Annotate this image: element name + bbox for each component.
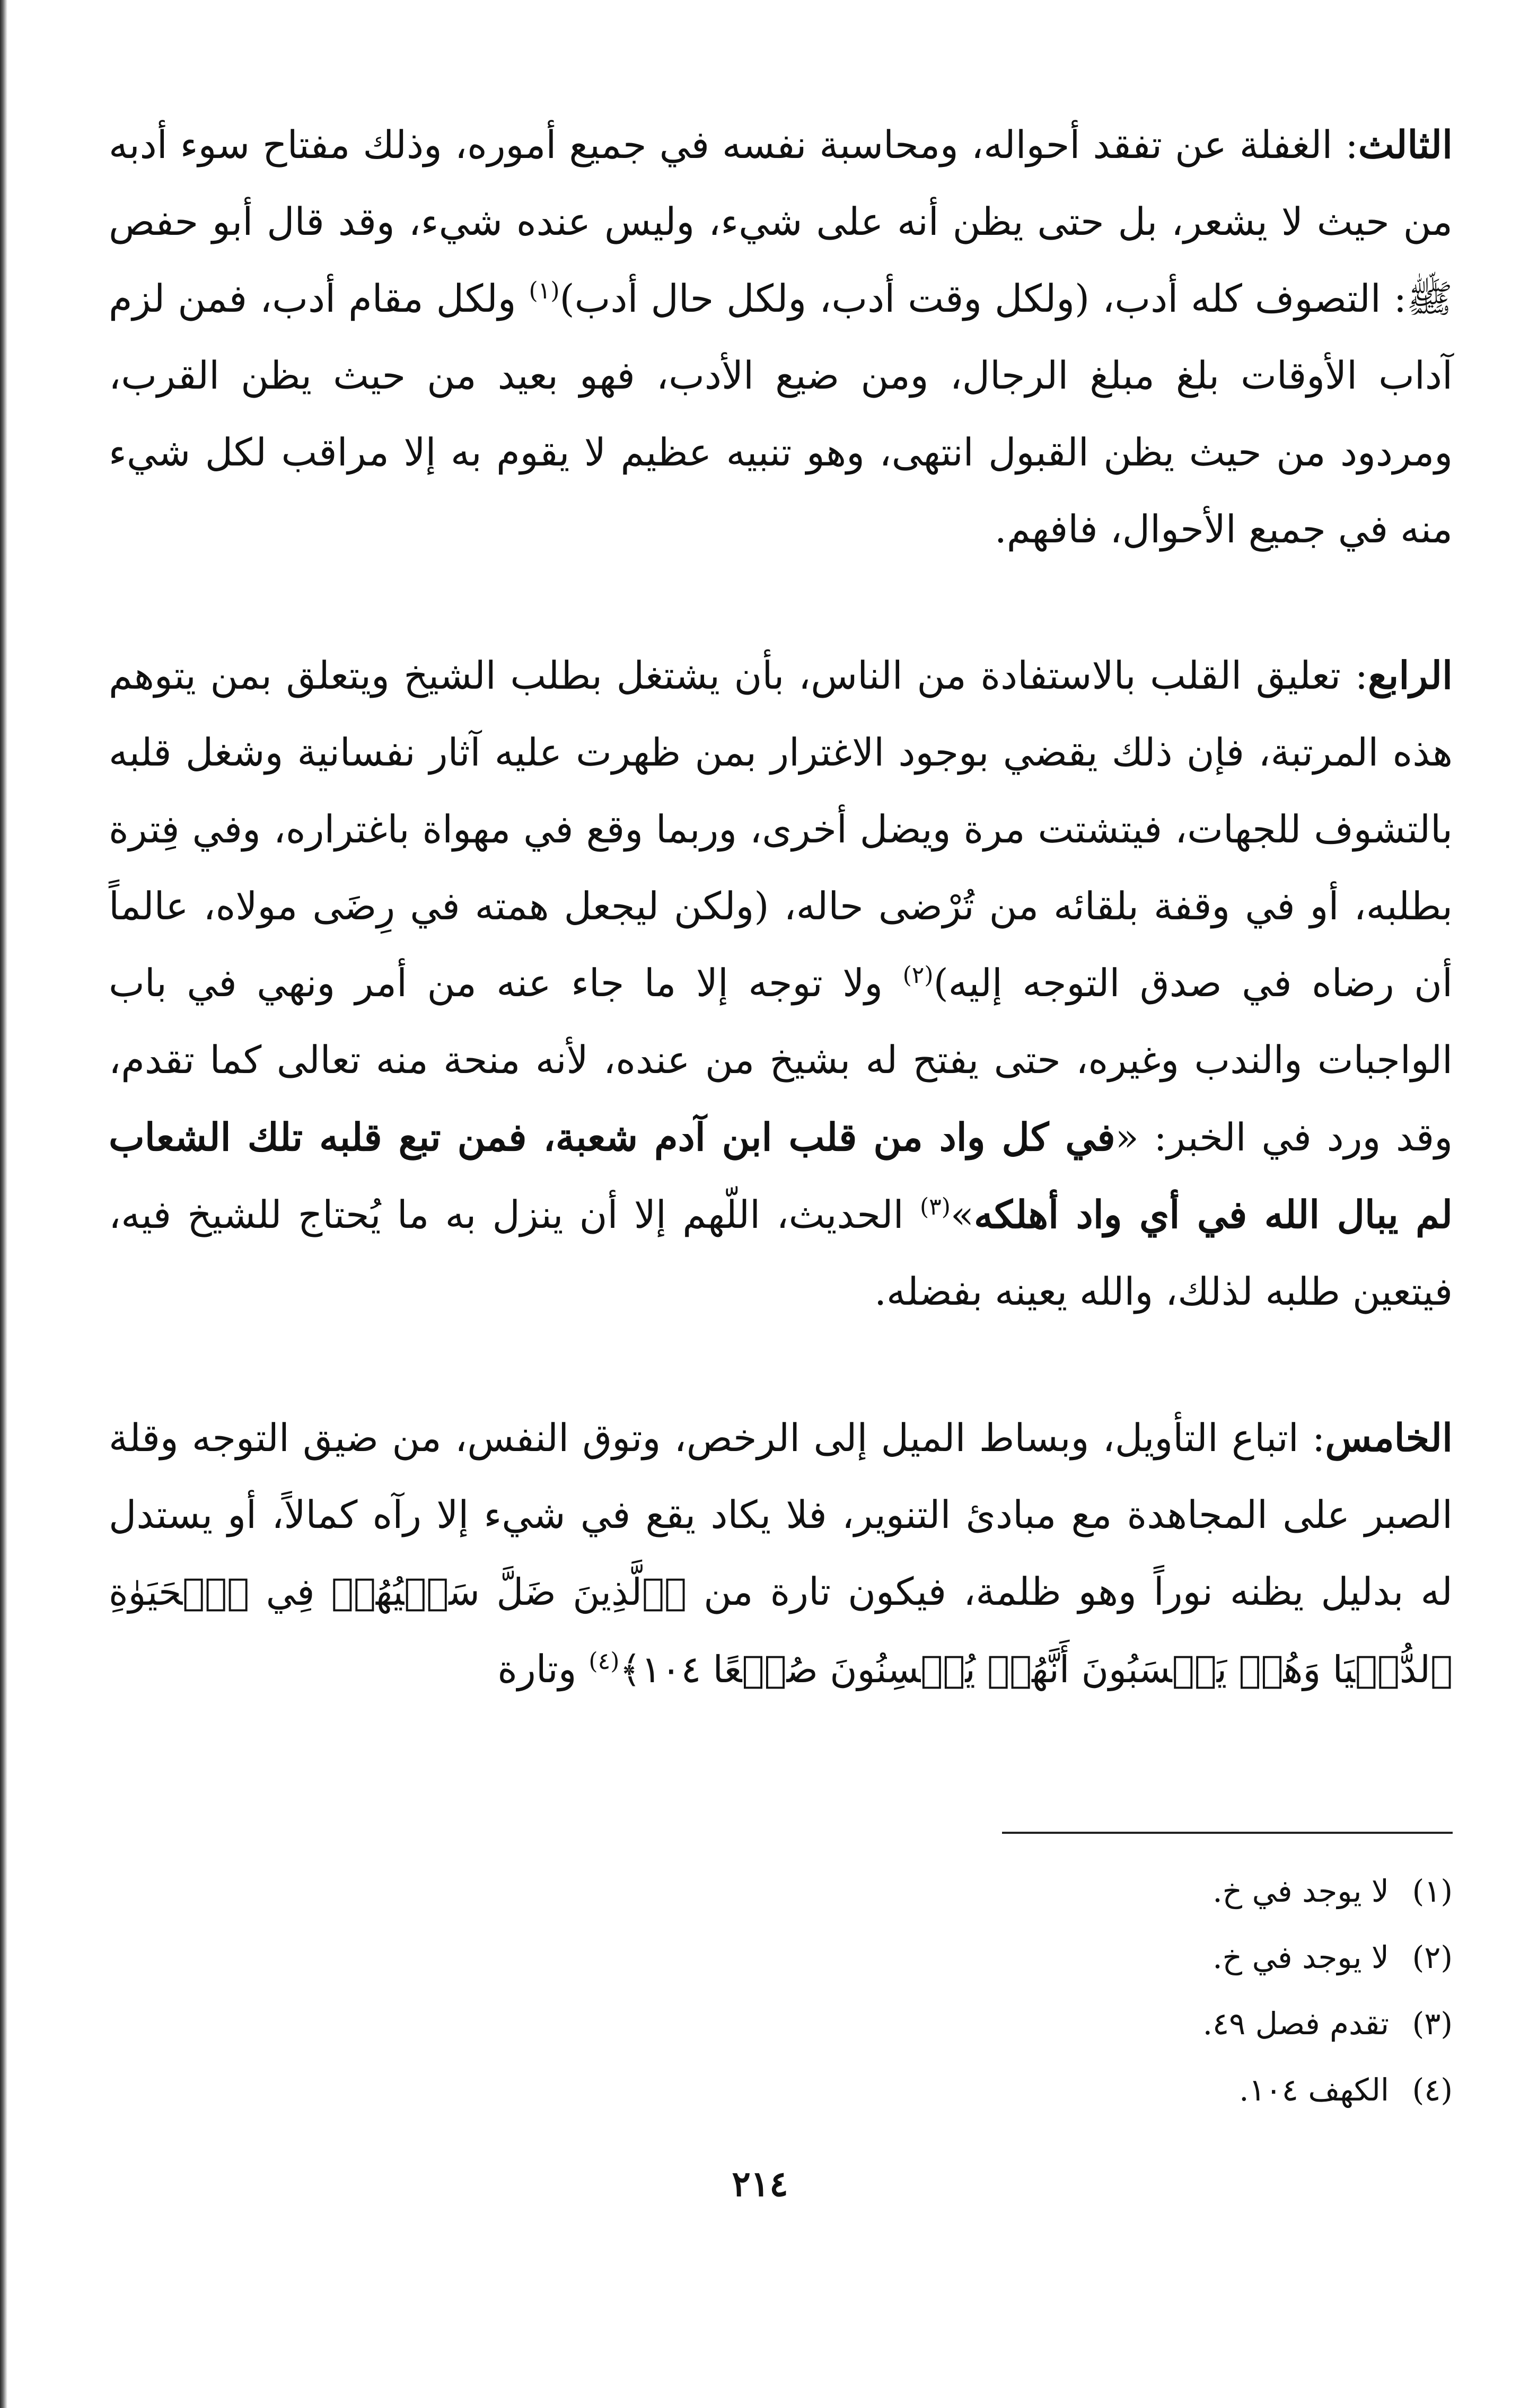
- paragraph-fourth: [109, 637, 1453, 1330]
- paragraph-text: : اتباع التأويل، وبساط الميل إلى الرخص، وتوق النفس، من ضيق التوجه وقلة الصبر على المجاهدة مع مبادئ التنوير، فلا يكاد يقع في شيء إلا رآه كمالاً، أو يستدل له بدليل يظنه نوراً وهو ظلمة، فيكون تارة من: [109, 1416, 1453, 1614]
- footnote-text: تقدم فصل ٤٩.: [1202, 2006, 1389, 2042]
- footnote-number: (٣): [1412, 2006, 1453, 2042]
- paragraph-text: : الغفلة عن تفقد أحواله، ومحاسبة نفسه في جميع أموره، وذلك مفتاح سوء أدبه من حيث لا يشعر، بل حتى يظن أنه على شيء، وليس عنده شيء، وقد قال أبو حفص ﷺ: التصوف كله أدب، (ولكل وقت أدب، ولكل حال أدب): [109, 122, 1453, 321]
- footnote-item: [710, 2057, 1453, 2123]
- hadith-quote: في كل واد من قلب ابن آدم شعبة، فمن تبع قلبه تلك الشعاب لم يبال الله في أي واد أهلكه: [109, 1114, 1453, 1237]
- footnote-text: لا يوجد في خ.: [1213, 1939, 1389, 1975]
- paragraph-fifth: [109, 1399, 1453, 1708]
- quran-verse: ﴿ٱلَّذِينَ ضَلَّ سَعۡيُهُمۡ فِي ٱلۡحَيَوٰةِ ٱلدُّنۡيَا وَهُمۡ يَحۡسَبُونَ أَنَّهُمۡ يُحۡسِنُونَ صُنۡعًا ١٠٤﴾: [109, 1570, 1453, 1691]
- paragraph-text-continued: ولكل مقام أدب، فمن لزم آداب الأوقات بلغ مبلغ الرجال، ومن ضيع الأدب، فهو بعيد من حيث يظن القرب، ومردود من حيث يظن القبول انتهى، وهو تنبيه عظيم لا يقوم به إلا مراقب لكل شيء منه في جميع الأحوال، فافهم.: [109, 276, 1453, 551]
- footnote-number: (٢): [1412, 1939, 1453, 1975]
- paragraph-text-continued: وتارة: [497, 1647, 589, 1691]
- footnote-item: [710, 1858, 1453, 1924]
- footnote-marker: (٣): [919, 1193, 951, 1220]
- footnote-text: لا يوجد في خ.: [1213, 1873, 1389, 1909]
- quote-close: »: [950, 1192, 974, 1237]
- footnote-text: الكهف ١٠٤.: [1239, 2072, 1389, 2108]
- paragraph-third: [109, 106, 1453, 568]
- paragraph-text-end: الحديث، اللّهم إلا أن ينزل به ما يُحتاج للشيخ فيه، فيتعين طلبه لذلك، والله يعينه بفضله.: [109, 1192, 1453, 1314]
- page-body: [109, 106, 1453, 1708]
- scan-edge-shadow: [0, 0, 7, 2408]
- footnote-item: [710, 1991, 1453, 2057]
- footnote-marker: (٤): [588, 1648, 620, 1675]
- paragraph-lead-word: الثالث: [1358, 122, 1453, 167]
- footnote-item: [710, 1924, 1453, 1991]
- page-number: ٢١٤: [732, 2163, 788, 2204]
- footnotes-list: [710, 1858, 1453, 2123]
- footnote-number: (١): [1412, 1873, 1453, 1909]
- paragraph-text: : تعليق القلب بالاستفادة من الناس، بأن يشتغل بطلب الشيخ ويتعلق بمن يتوهم هذه المرتبة، فإن ذلك يقضي بوجود الاغترار بمن ظهرت عليه آثار نفسانية وشغل قلبه بالتشوف للجهات، فيتشتت مرة ويضل أخرى، وربما وقع في مهواة باغتراره، وفي فِترة بطلبه، أو في وقفة بلقائه من تُرْضى حاله، (ولكن ليجعل همته في رِضَى مولاه، عالماً أن رضاه في صدق التوجه إليه): [109, 653, 1453, 1005]
- footnote-separator-rule: [1002, 1832, 1453, 1834]
- paragraph-lead-word: الرابع: [1367, 653, 1453, 698]
- footnote-number: (٤): [1412, 2072, 1453, 2108]
- paragraph-text-continued: ولا توجه إلا ما جاء عنه من أمر ونهي في باب الواجبات والندب وغيره، حتى يفتح له بشيخ من عنده، لأنه منحة منه تعالى كما تقدم، وقد ورد في الخبر: «: [109, 961, 1453, 1159]
- footnote-marker: (٢): [902, 962, 934, 989]
- paragraph-lead-word: الخامس: [1325, 1415, 1453, 1460]
- footnote-marker: (١): [529, 277, 560, 304]
